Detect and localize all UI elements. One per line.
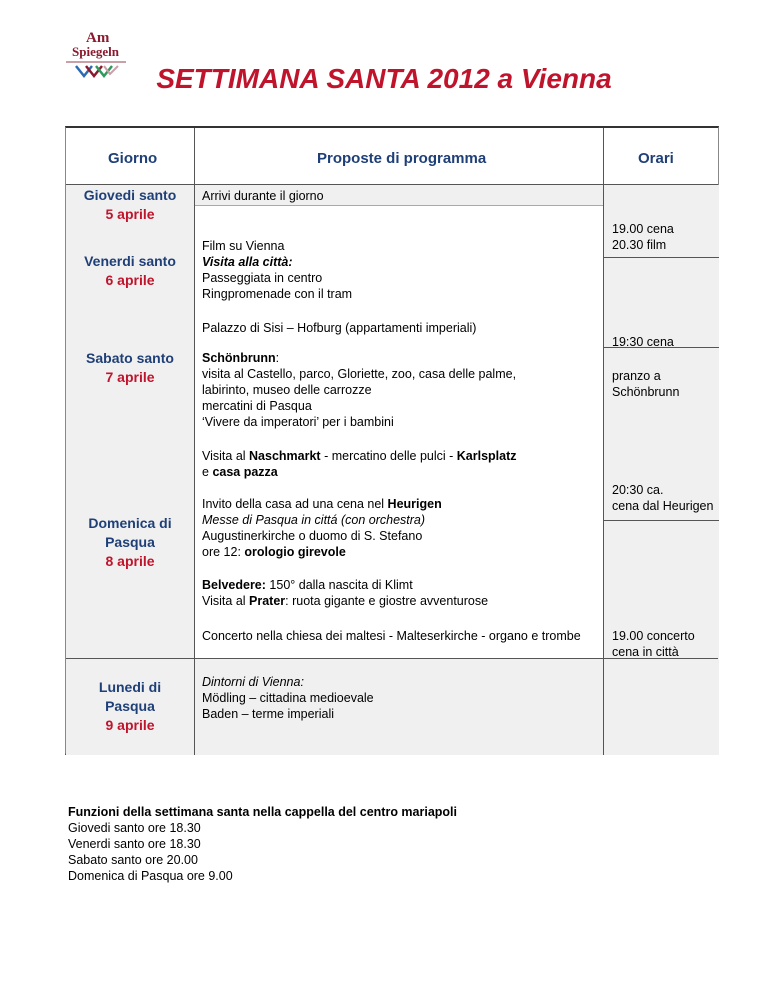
footer-line: Giovedi santo ore 18.30 [68, 821, 201, 835]
day-sabato [66, 349, 194, 387]
program-text: Visita al [202, 449, 250, 463]
program-highlight: Heurigen [387, 497, 442, 511]
day-name: Domenica di [88, 515, 172, 531]
program-highlight: Schönbrunn [202, 351, 276, 365]
program-line: Arrivi durante il giorno [202, 189, 324, 203]
program-line: Augustinerkirche o duomo di S. Stefano [202, 529, 423, 543]
program-highlight: Naschmarkt [249, 449, 321, 463]
schedule-table [65, 126, 719, 755]
column-divider [603, 128, 604, 755]
program-line: ‘Vivere da imperatori’ per i bambini [202, 415, 394, 429]
program-highlight: Belvedere: [202, 578, 266, 592]
program-line: Palazzo di Sisi – Hofburg (appartamenti imperiali) [202, 321, 477, 335]
program-block-venerdi [202, 238, 352, 302]
time-line: 19.00 concerto [612, 629, 695, 643]
column-divider [194, 128, 195, 755]
time-line: 20:30 ca. [612, 483, 664, 497]
program-line: labirinto, museo delle carrozze [202, 383, 372, 397]
logo-text-top: Am [86, 30, 110, 46]
time-line: cena dal Heurigen [612, 499, 714, 513]
program-line [202, 496, 442, 512]
day-date: 5 aprile [105, 206, 155, 222]
program-line: mercatini di Pasqua [202, 399, 312, 413]
program-highlight: Prater [249, 594, 286, 608]
column-header-orari: Orari [638, 150, 674, 167]
program-line [202, 544, 442, 560]
program-line: Visita alla città: [202, 255, 293, 269]
day-date: 6 aprile [105, 272, 155, 288]
footer-notes [68, 804, 457, 884]
time-block [612, 628, 695, 660]
program-text: 150° dalla nascita di Klimt [265, 578, 413, 592]
time-column-shade [604, 185, 719, 755]
day-name: Sabato santo [86, 350, 174, 366]
footer-line: Venerdi santo ore 18.30 [68, 837, 201, 851]
day-name: Pasqua [105, 534, 155, 550]
day-name: Venerdi santo [84, 253, 176, 269]
time-block [612, 482, 713, 514]
header-divider [66, 184, 718, 185]
program-block-sabato [202, 350, 516, 430]
day-name: Giovedi santo [83, 187, 177, 203]
day-name: Lunedi di [98, 679, 162, 695]
program-block-domenica [202, 496, 442, 560]
program-line: Baden – terme imperiali [202, 707, 335, 721]
footer-line: Sabato santo ore 20.00 [68, 853, 198, 867]
program-line [202, 448, 517, 464]
program-line: visita al Castello, parco, Gloriette, zoo, casa delle palme, [202, 367, 517, 381]
program-line [202, 464, 517, 480]
time-line: 20.30 film [612, 238, 667, 252]
program-line [202, 593, 488, 609]
time-line: 19:30 cena [612, 335, 674, 349]
program-line: Concerto nella chiesa dei maltesi - Malteserkirche - organo e trombe [202, 629, 581, 643]
program-line [202, 577, 488, 593]
program-text: - mercatino delle pulci - [320, 449, 457, 463]
day-venerdi [66, 252, 194, 290]
program-line: Film su Vienna [202, 239, 285, 253]
time-line: 19.00 cena [612, 222, 674, 236]
time-line: cena in città [612, 645, 679, 659]
day-date: 9 aprile [105, 717, 155, 733]
day-domenica [66, 514, 194, 571]
program-text: : [275, 351, 280, 365]
day-lunedi [66, 678, 194, 735]
program-highlight: Karlsplatz [456, 449, 517, 463]
row-divider [195, 205, 603, 206]
program-line: Messe di Pasqua in cittá (con orchestra) [202, 513, 426, 527]
page-title: SETTIMANA SANTA 2012 a Vienna [156, 63, 612, 94]
program-line [202, 350, 516, 366]
time-block [612, 221, 674, 253]
day-date: 8 aprile [105, 553, 155, 569]
program-block-lunedi [202, 674, 374, 722]
day-giovedi [66, 186, 194, 224]
row-divider [604, 520, 719, 521]
program-highlight: casa pazza [212, 465, 278, 479]
day-name: Pasqua [105, 698, 155, 714]
footer-title: Funzioni della settimana santa nella cappella del centro mariapoli [68, 805, 457, 819]
program-block-naschmarkt [202, 448, 517, 480]
row-divider [604, 257, 719, 258]
program-text: : ruota gigante e giostre avventurose [285, 594, 489, 608]
program-text: Visita al [202, 594, 250, 608]
column-header-proposte: Proposte di programma [317, 150, 487, 167]
program-text: e [202, 465, 213, 479]
program-text: Invito della casa ad una cena nel [202, 497, 388, 511]
program-line: Ringpromenade con il tram [202, 287, 353, 301]
program-line: Dintorni di Vienna: [202, 675, 304, 689]
time-line: pranzo a [612, 369, 661, 383]
program-line: Passeggiata in centro [202, 271, 323, 285]
program-highlight: orologio girevole [244, 545, 346, 559]
logo-text-main: Spiegeln [72, 44, 119, 59]
column-header-giorno: Giorno [108, 150, 158, 167]
program-text: ore 12: [202, 545, 245, 559]
program-block-belvedere [202, 577, 488, 609]
day-date: 7 aprile [105, 369, 155, 385]
footer-line: Domenica di Pasqua ore 9.00 [68, 869, 233, 883]
program-line: Mödling – cittadina medioevale [202, 691, 374, 705]
time-block [612, 368, 679, 400]
time-line: Schönbrunn [612, 385, 680, 399]
